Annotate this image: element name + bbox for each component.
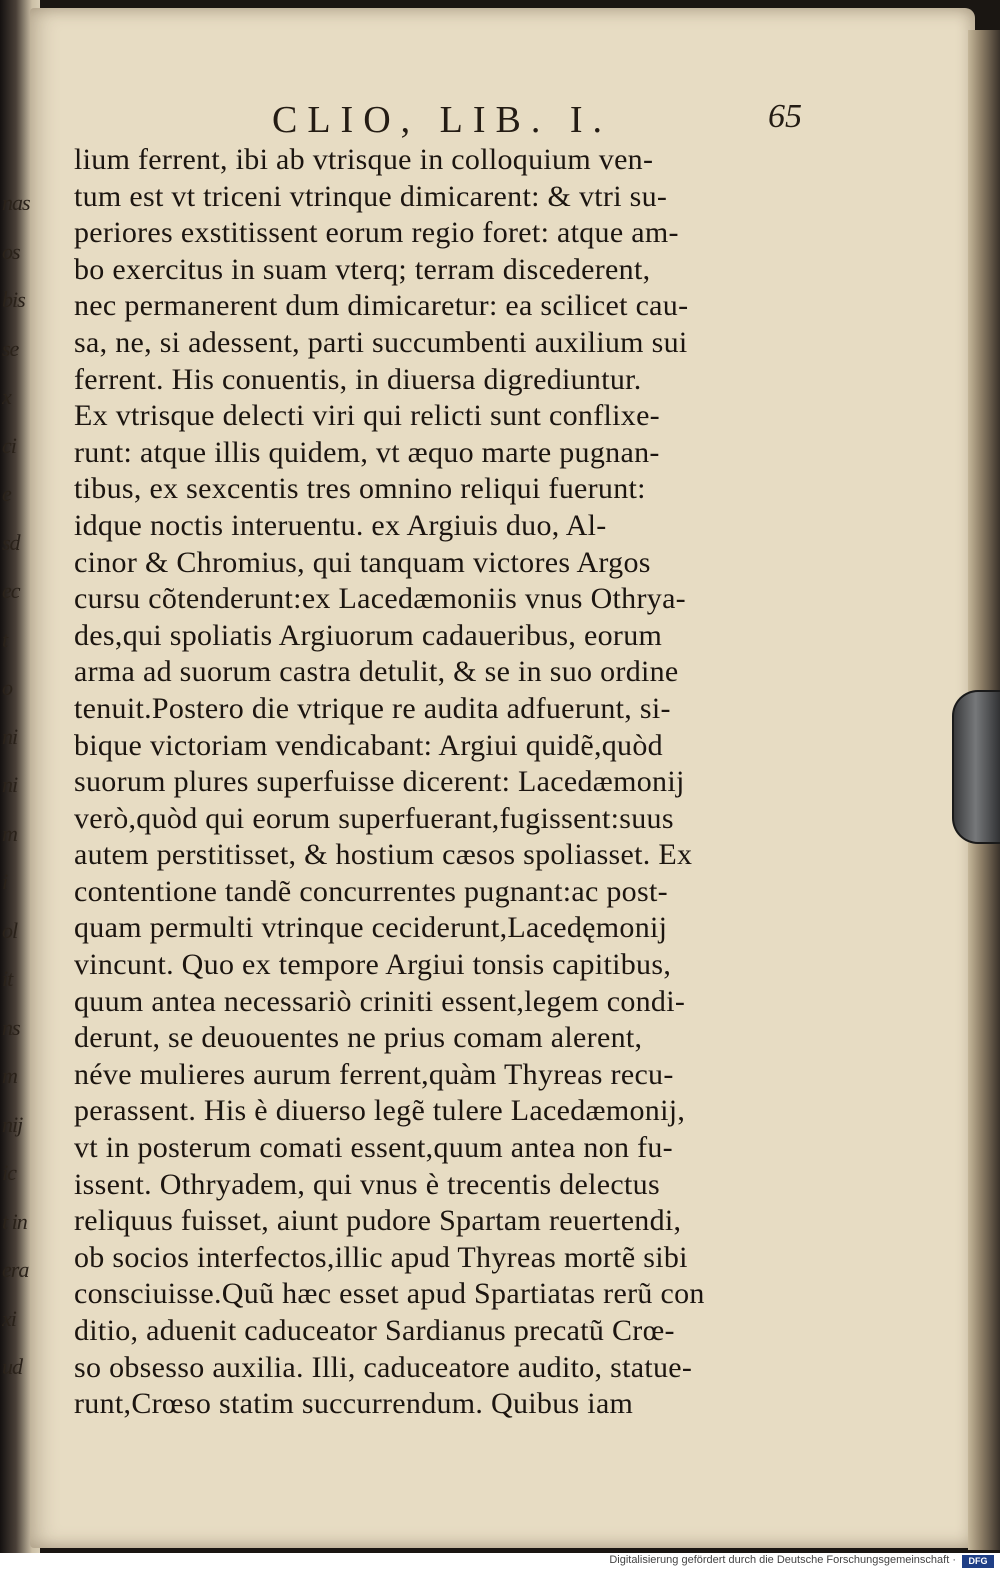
text-line: reliquus fuisset, aiunt pudore Spartam reuertendi, — [74, 1204, 682, 1238]
text-line: idque noctis interuentu. ex Argiuis duo, Al- — [74, 508, 607, 542]
text-line: cinor & Chromius, qui tanquam victores Argos — [74, 545, 651, 579]
margin-fragment: ud — [2, 1354, 22, 1379]
footer-bar — [0, 1553, 1000, 1571]
text-line: vincunt. Quo ex tempore Argiui tonsis capitibus, — [74, 948, 672, 982]
book-clamp — [952, 690, 1000, 844]
text-line: ditio, aduenit caduceator Sardianus precatũ Crœ- — [74, 1314, 675, 1347]
margin-fragment: era — [2, 1257, 29, 1282]
margin-fragment: x — [2, 384, 11, 409]
text-line: Ex vtrisque delecti viri qui relicti sunt conflixe- — [74, 399, 660, 433]
text-line: runt,Crœso statim succurrendum. Quibus iam — [74, 1387, 634, 1421]
text-line: quum antea necessariò criniti essent,legem condi- — [74, 984, 686, 1018]
margin-fragment: i — [2, 869, 8, 894]
text-line: tum est vt triceni vtrinque dimicarent: & vtri su- — [74, 179, 668, 213]
dfg-logo: DFG — [962, 1555, 994, 1568]
text-line: issent. Othryadem, qui vnus è trecentis delectus — [74, 1167, 660, 1201]
margin-fragment: ci — [2, 432, 16, 458]
text-line: consciuisse.Quũ hæc esset apud Spartiatas rerũ con — [74, 1277, 705, 1311]
text-line: suorum plures superfuisse dicerent: Lacedæmonij — [74, 765, 685, 799]
page-number: 65 — [768, 98, 802, 135]
margin-fragment: it — [2, 966, 13, 991]
text-line: derunt, se deuouentes ne prius comam alerent, — [74, 1021, 643, 1055]
margin-fragment: m — [2, 820, 17, 846]
text-line: sa, ne, si adessent, parti succumbenti auxilium sui — [74, 325, 688, 359]
text-line: vt in posterum comati essent,quum antea non fu- — [74, 1131, 673, 1165]
margin-fragment: ol — [2, 917, 18, 943]
margin-fragment: ns — [2, 1014, 20, 1040]
text-line: arma ad suorum castra detulit, & se in suo ordine — [74, 655, 679, 689]
text-line: des,qui spoliatis Argiuorum cadaueribus, eorum — [74, 618, 663, 652]
text-line: runt: atque illis quidem, vt æquo marte pugnan- — [74, 435, 660, 469]
text-line: néve mulieres aurum ferrent,quàm Thyreas recu- — [74, 1057, 674, 1091]
margin-fragment: o — [2, 675, 12, 700]
margin-fragment: ni — [2, 723, 18, 749]
text-line: cursu cõtenderunt:ex Lacedæmoniis vnus Othrya- — [74, 582, 686, 616]
text-line: lium ferrent, ibi ab vtrisque in colloquium ven- — [74, 143, 654, 176]
text-line: nec permanerent dum dimicaretur: ea scilicet cau- — [74, 289, 689, 323]
margin-fragment: sd — [2, 529, 20, 555]
funding-acknowledgement: Digitalisierung gefördert durch die Deutsche Forschungsgemeinschaft · — [609, 1554, 956, 1566]
margin-fragment: ni — [2, 772, 18, 797]
text-line: tenuit.Postero die vtrique re audita adfuerunt, si- — [74, 691, 671, 725]
text-line: contentione tandẽ concurrentes pugnant:ac post- — [74, 874, 668, 908]
margin-fragment: nas — [2, 190, 30, 215]
text-line: perassent. His è diuerso legẽ tulere Lacedæmonij, — [74, 1094, 686, 1128]
margin-fragment: os — [2, 238, 20, 264]
text-line: quam permulti vtrinque ceciderunt,Lacedęmonij — [74, 911, 668, 945]
running-title: CLIO, LIB. I. — [272, 99, 613, 141]
text-line: periores exstitissent eorum regio foret: atque am- — [74, 216, 679, 250]
margin-fragment: se — [2, 335, 19, 361]
text-line: tibus, ex sexcentis tres omnino reliqui fuerunt: — [74, 472, 646, 506]
margin-fragment: bis — [2, 287, 25, 312]
body-text — [74, 142, 794, 1423]
margin-fragment: nij — [2, 1111, 23, 1137]
margin-fragment: t in — [2, 1208, 27, 1234]
margin-fragment: e — [2, 481, 11, 506]
text-line: bique victoriam vendicabant: Argiui quidẽ,quòd — [74, 728, 663, 762]
text-line: ob socios interfectos,illic apud Thyreas mortẽ sibi — [74, 1240, 688, 1274]
text-line: autem perstitisset, & hostium cæsos spoliasset. Ex — [74, 838, 693, 872]
margin-fragment: xi — [2, 1305, 16, 1331]
text-line: ferrent. His conuentis, in diuersa digrediuntur. — [74, 362, 642, 396]
margin-fragment: ic — [2, 1160, 16, 1185]
margin-fragment: m — [2, 1063, 17, 1088]
margin-fragment: t — [2, 626, 8, 652]
margin-fragment: ec — [2, 578, 20, 603]
text-line: verò,quòd qui eorum superfuerant,fugissent:suus — [74, 801, 674, 835]
text-line: so obsesso auxilia. Illi, caduceatore audito, statue- — [74, 1350, 693, 1384]
text-line: bo exercitus in suam vterq; terram discederent, — [74, 252, 651, 286]
